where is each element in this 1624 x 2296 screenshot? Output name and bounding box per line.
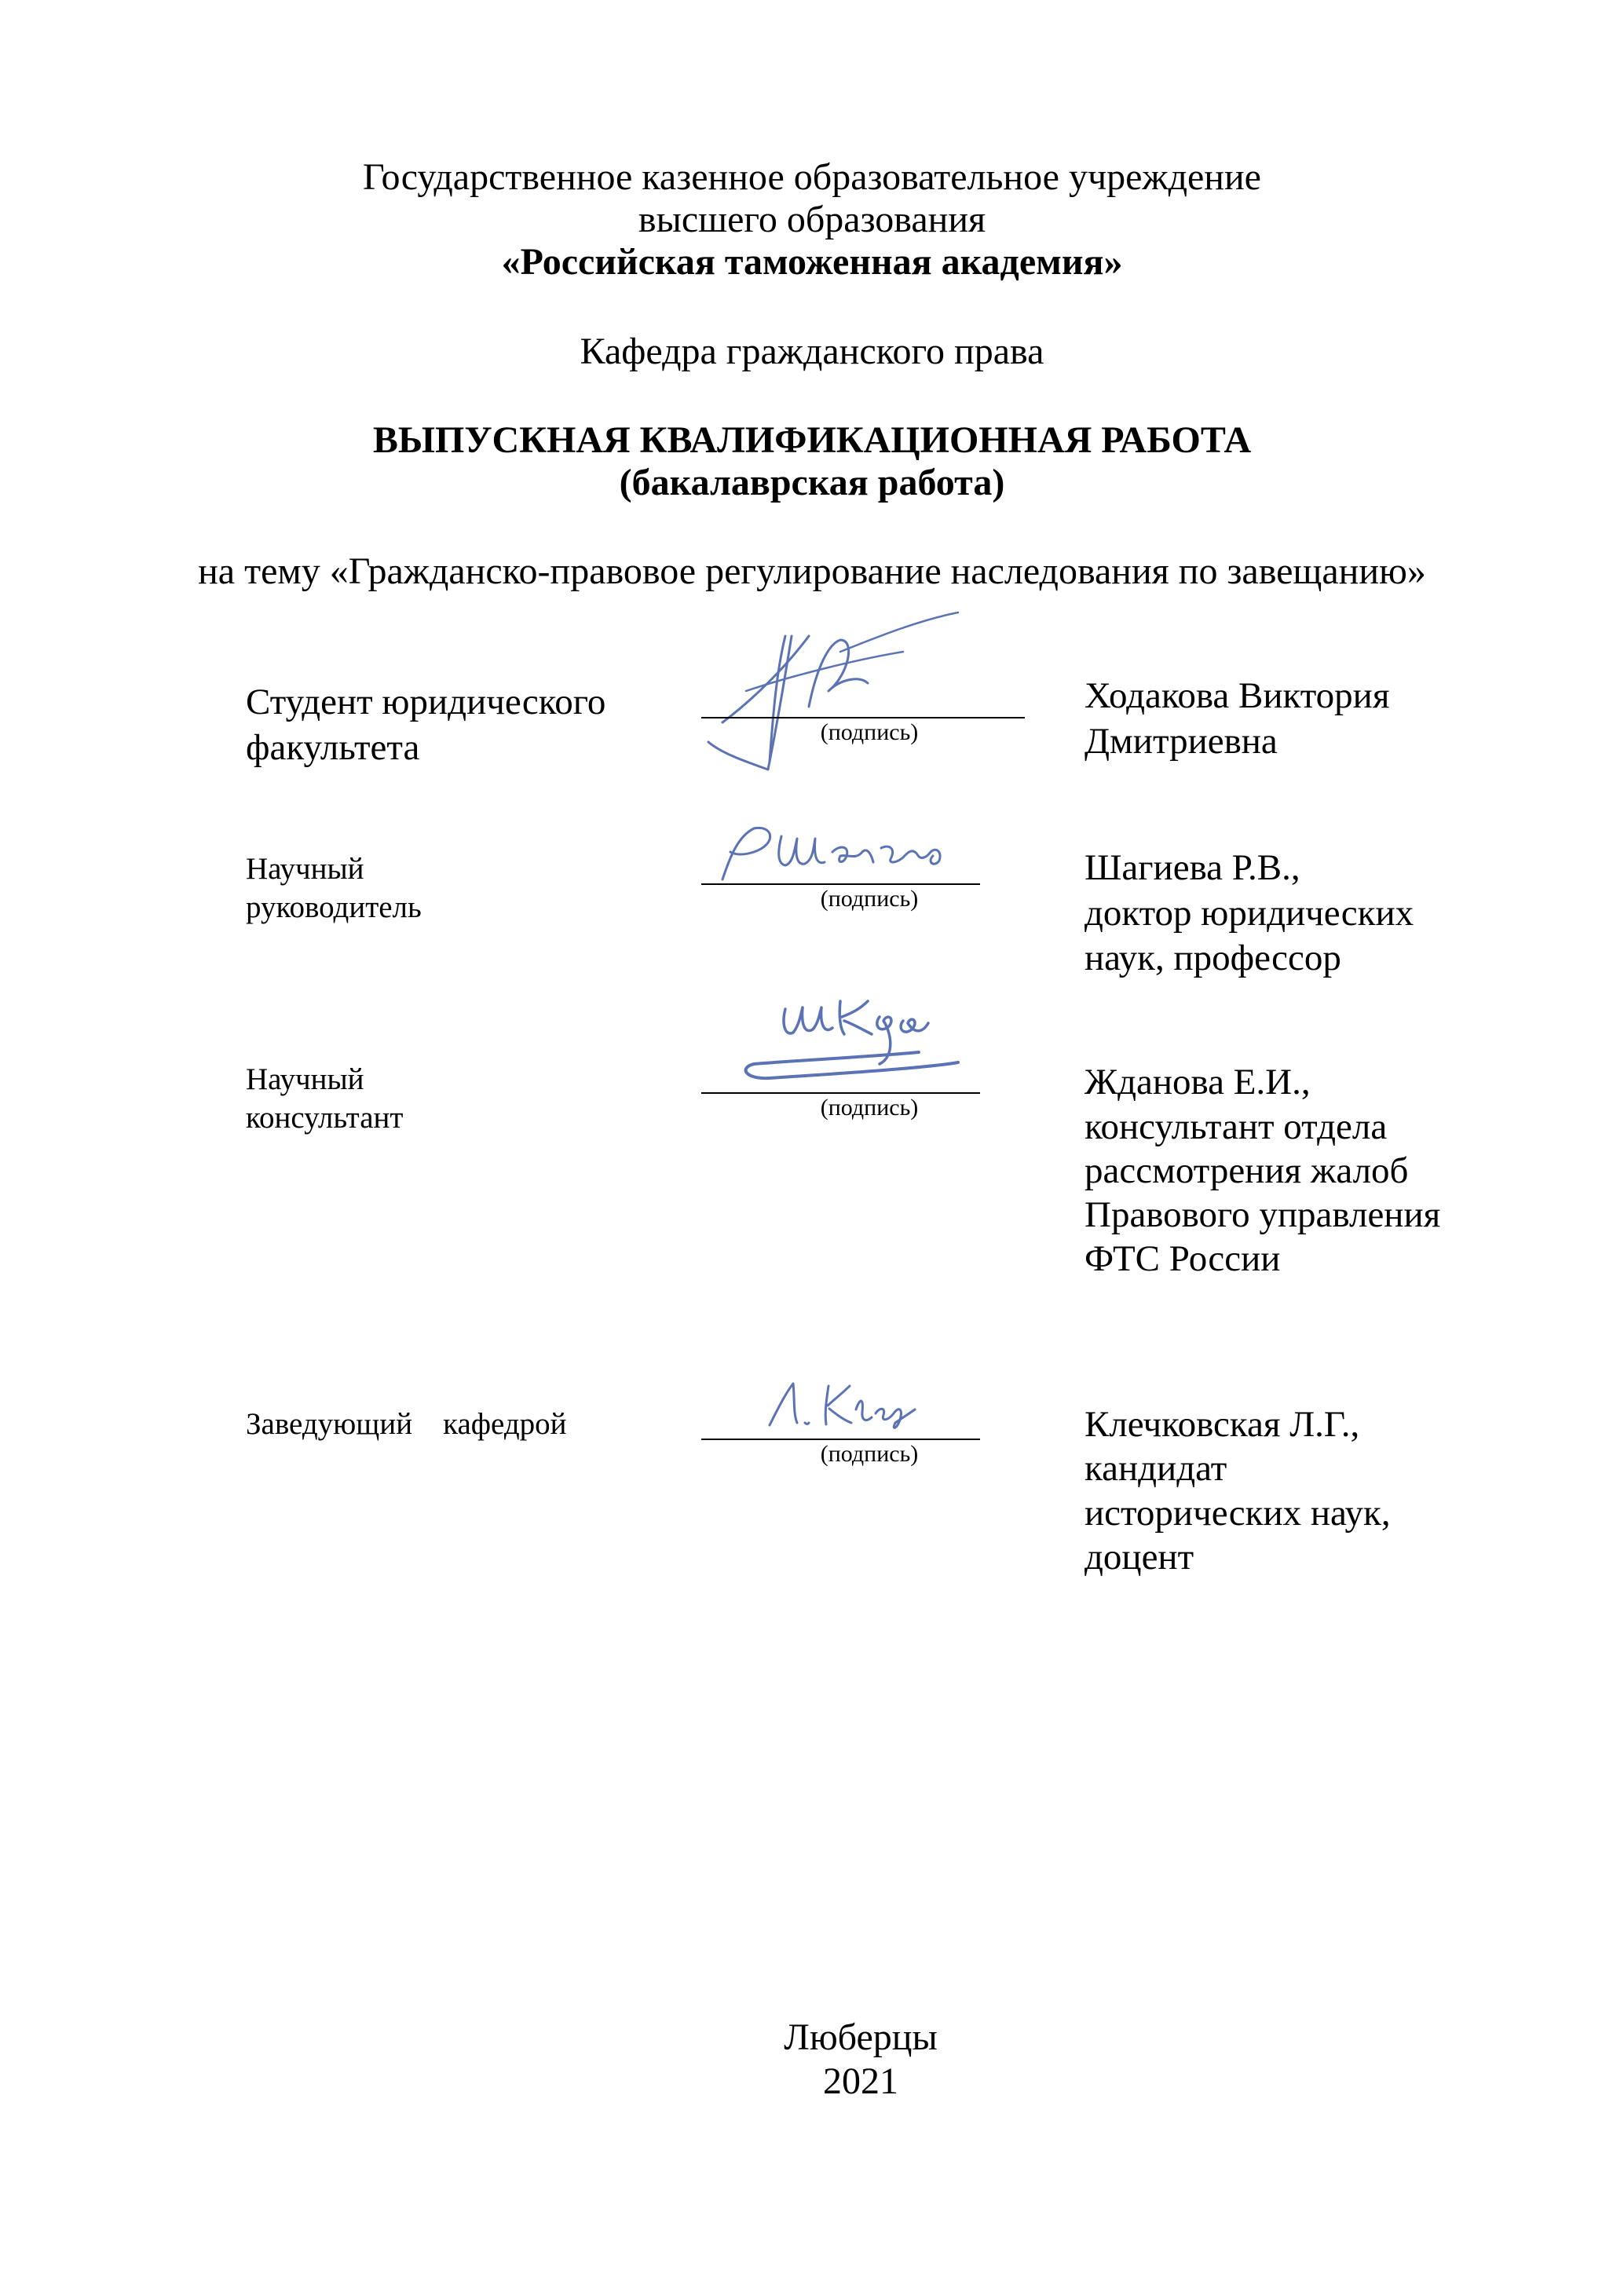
consultant-signature <box>722 978 982 1095</box>
footer-year: 2021 <box>823 2060 898 2102</box>
signatory-name-line: Ходакова Виктория <box>1084 675 1390 716</box>
department-name: Кафедра гражданского права <box>580 331 1044 372</box>
institution-line-2: высшего образования <box>638 199 986 240</box>
signatory-name-line: доцент <box>1084 1537 1194 1578</box>
signature-line <box>701 883 980 885</box>
signature-hint: (подпись) <box>820 719 919 745</box>
signatory-name-line: доктор юридических <box>1084 893 1414 934</box>
signatory-name-line: наук, профессор <box>1084 938 1341 978</box>
signature-hint: (подпись) <box>820 1441 919 1467</box>
signature-line <box>701 1439 980 1440</box>
work-subtype: (бакалаврская работа) <box>619 462 1005 503</box>
signature-hint: (подпись) <box>820 1095 919 1121</box>
signatory-role-line: консультант <box>246 1101 404 1135</box>
signatory-name-line: Правового управления <box>1084 1194 1441 1235</box>
signatory-role-line: руководитель <box>246 890 422 924</box>
signatory-name-line: кандидат <box>1084 1448 1227 1489</box>
footer-city: Люберцы <box>784 2016 938 2058</box>
signatory-name-line: Шагиева Р.В., <box>1084 847 1300 888</box>
signatory-name-line: рассмотрения жалоб <box>1084 1150 1409 1191</box>
institution-name: «Российская таможенная академия» <box>501 241 1123 283</box>
signature-line <box>701 1092 980 1094</box>
signatory-name-line: консультант отдела <box>1084 1106 1388 1147</box>
signatory-name-line: Дмитриевна <box>1084 721 1278 762</box>
signatory-name-line: Клечковская Л.Г., <box>1084 1404 1360 1445</box>
signatory-role-line: Студент юридического <box>246 682 606 722</box>
head-signature <box>754 1374 958 1437</box>
signatory-name-line: ФТС России <box>1084 1238 1281 1279</box>
institution-line-1: Государственное казенное образовательное учреждение <box>363 156 1261 198</box>
work-type: ВЫПУСКНАЯ КВАЛИФИКАЦИОННАЯ РАБОТА <box>372 419 1252 461</box>
signature-hint: (подпись) <box>820 886 919 912</box>
student-signature <box>699 605 982 777</box>
signatory-name-line: Жданова Е.И., <box>1084 1062 1311 1102</box>
signatory-role-line: Заведующий кафедрой <box>246 1407 567 1441</box>
signatory-role-line: факультета <box>246 727 420 768</box>
work-topic: на тему «Гражданско-правовое регулирование наследования по завещанию» <box>198 550 1426 592</box>
signatory-role-line: Научный <box>246 852 364 886</box>
signatory-name-line: исторических наук, <box>1084 1493 1391 1534</box>
signatory-role-line: Научный <box>246 1062 364 1096</box>
signature-line <box>701 717 1025 718</box>
